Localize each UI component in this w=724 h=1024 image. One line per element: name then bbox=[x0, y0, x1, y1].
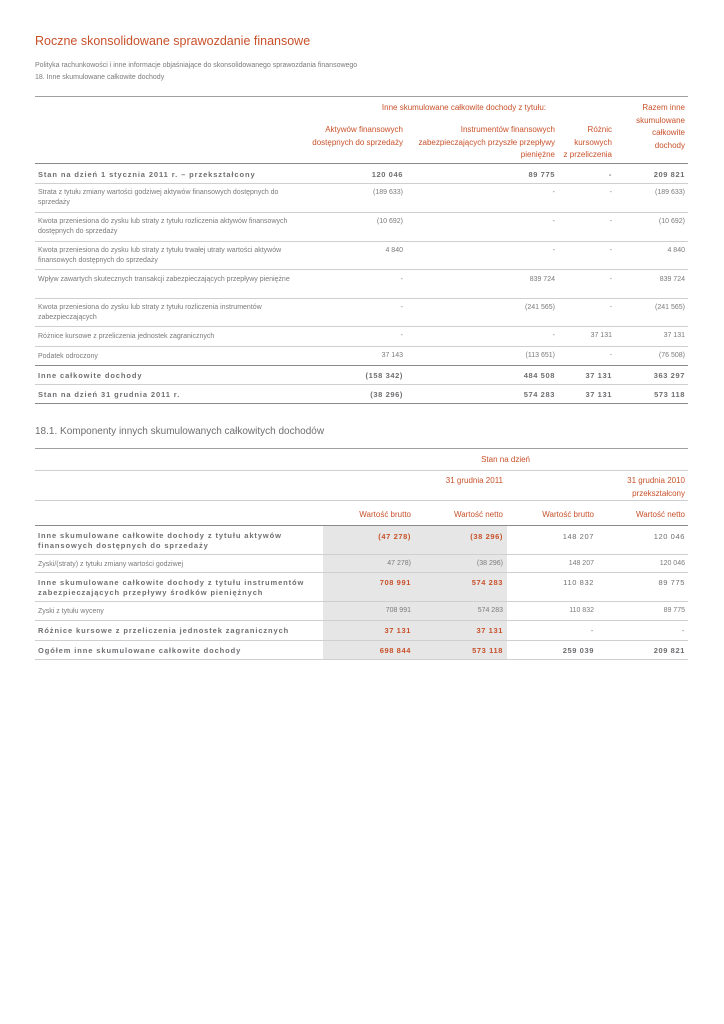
cell-gross-2010: - bbox=[590, 626, 594, 635]
cell-gross-2011: 708 991 bbox=[379, 578, 411, 587]
cell-afs: 120 046 bbox=[371, 170, 403, 179]
cell-fx: 37 131 bbox=[585, 371, 612, 380]
table-row bbox=[35, 347, 688, 366]
table-top-rule bbox=[35, 96, 688, 97]
period-2010 bbox=[580, 475, 685, 500]
col-header-gross-2010: Wartość brutto bbox=[542, 510, 594, 519]
row-label: Inne skumulowane całkowite dochody z tytułu aktywów finansowych dostępnych do sprzedaży bbox=[38, 531, 282, 550]
cell-gross-2010: 259 039 bbox=[562, 646, 594, 655]
row-label: Kwota przeniesiona do zysku lub straty z tytułu trwałej utraty wartości aktywów finansowych dostępnych do sprzedaży bbox=[38, 247, 282, 264]
col-header-net-2011: Wartość netto bbox=[453, 510, 503, 519]
cell-gross-2011: 698 844 bbox=[379, 646, 411, 655]
cell-hedge: - bbox=[552, 247, 555, 254]
col-header-fx-line: kursowych bbox=[574, 137, 612, 147]
cell-afs: (38 296) bbox=[370, 390, 403, 399]
col-header-total-line: całkowite bbox=[652, 128, 685, 137]
period-2011: 31 grudnia 2011 bbox=[445, 476, 503, 485]
cell-net-2011: 37 131 bbox=[476, 626, 503, 635]
cell-net-2010: 120 046 bbox=[659, 560, 685, 567]
cell-net-2010: 89 775 bbox=[658, 578, 685, 587]
cell-gross-2010: 148 207 bbox=[568, 560, 594, 567]
header-rule bbox=[35, 470, 688, 471]
cell-gross-2010: 110 832 bbox=[563, 578, 594, 587]
table-row bbox=[35, 641, 688, 660]
col-header-afs bbox=[280, 124, 403, 149]
cell-afs: - bbox=[400, 276, 403, 283]
cell-afs: (158 342) bbox=[365, 371, 403, 380]
cell-afs: 37 143 bbox=[381, 352, 403, 359]
row-label: Stan na dzień 1 stycznia 2011 r. – przekształcony bbox=[38, 170, 256, 179]
cell-gross-2010: 110 832 bbox=[569, 607, 594, 614]
row-label: Różnice kursowe z przeliczenia jednostek zagranicznych bbox=[38, 626, 290, 635]
col-header-net-2010: Wartość netto bbox=[635, 510, 685, 519]
row-label: Podatek odroczony bbox=[38, 353, 98, 360]
cell-fx: - bbox=[609, 218, 612, 225]
cell-fx: - bbox=[609, 276, 612, 283]
cell-net-2011: (38 296) bbox=[476, 560, 503, 567]
cell-gross-2011: (47 278) bbox=[378, 532, 411, 541]
table-row bbox=[35, 270, 688, 299]
row-label: Inne skumulowane całkowite dochody z tytułu instrumentów zabezpieczających przepływy środków pieniężnych bbox=[38, 578, 305, 597]
table-row bbox=[35, 242, 688, 270]
row-label: Ogółem inne skumulowane całkowite dochody bbox=[38, 646, 242, 655]
cell-net-2010: 209 821 bbox=[653, 646, 685, 655]
cell-total: (10 692) bbox=[658, 218, 685, 225]
cell-hedge: 839 724 bbox=[529, 276, 555, 283]
cell-total: 363 297 bbox=[653, 371, 685, 380]
cell-fx: - bbox=[609, 189, 612, 196]
cell-hedge: 574 283 bbox=[523, 390, 555, 399]
table-row bbox=[35, 327, 688, 347]
section-title: 18.1. Komponenty innych skumulowanych całkowitych dochodów bbox=[35, 426, 325, 437]
col-header-afs-line: dostępnych do sprzedaży bbox=[312, 137, 403, 147]
cell-gross-2011: 47 278) bbox=[387, 560, 411, 567]
header-rule bbox=[35, 500, 688, 501]
cell-fx: 37 131 bbox=[585, 390, 612, 399]
cell-fx: - bbox=[609, 247, 612, 254]
cell-total: 37 131 bbox=[663, 332, 685, 339]
table-row bbox=[35, 366, 688, 385]
cell-fx: 37 131 bbox=[590, 332, 612, 339]
col-header-hedge-line: Instrumentów finansowych bbox=[460, 125, 555, 134]
row-label: Stan na dzień 31 grudnia 2011 r. bbox=[38, 390, 181, 399]
cell-net-2010: - bbox=[681, 626, 685, 635]
col-header-afs-line: Aktywów finansowych bbox=[325, 125, 403, 134]
group-header: Inne skumulowane całkowite dochody z tytułu: bbox=[381, 103, 546, 112]
cell-gross-2011: 708 991 bbox=[385, 607, 411, 614]
cell-total: 4 840 bbox=[667, 247, 685, 254]
col-header-total-line: skumulowane bbox=[636, 115, 685, 125]
cell-net-2010: 89 775 bbox=[663, 607, 685, 614]
table-row bbox=[35, 526, 688, 555]
cell-gross-2010: 148 207 bbox=[562, 532, 594, 541]
cell-net-2011: (38 296) bbox=[470, 532, 503, 541]
cell-fx: - bbox=[608, 170, 612, 179]
table-top-rule bbox=[35, 448, 688, 449]
row-label: Strata z tytułu zmiany wartości godziwej aktywów finansowych dostępnych do sprzedaży bbox=[38, 189, 279, 206]
cell-net-2010: 120 046 bbox=[653, 532, 685, 541]
cell-hedge: (241 565) bbox=[525, 304, 555, 311]
row-label: Kwota przeniesiona do zysku lub straty z tytułu rozliczenia instrumentów zabezpieczających bbox=[38, 304, 262, 321]
cell-afs: - bbox=[400, 332, 403, 339]
col-header-hedge bbox=[410, 124, 555, 162]
cell-afs: - bbox=[400, 304, 403, 311]
table-row bbox=[35, 164, 688, 184]
cell-fx: - bbox=[609, 352, 612, 359]
row-label: Inne całkowite dochody bbox=[38, 371, 143, 380]
table-row bbox=[35, 184, 688, 213]
row-label: Zyski/(straty) z tytułu zmiany wartości godziwej bbox=[38, 561, 184, 568]
breadcrumb-section: 18. Inne skumulowane całkowite dochody bbox=[35, 74, 165, 81]
cell-total: (76 508) bbox=[658, 352, 685, 359]
cell-afs: (10 692) bbox=[376, 218, 403, 225]
col-header-total bbox=[600, 102, 685, 152]
row-label: Różnice kursowe z przeliczenia jednostek zagranicznych bbox=[38, 333, 215, 340]
table-row bbox=[35, 621, 688, 641]
cell-net-2011: 574 283 bbox=[477, 607, 503, 614]
breadcrumb: Polityka rachunkowości i inne informacje objaśniające do skonsolidowanego sprawozdania finansowego bbox=[35, 62, 358, 69]
table-row bbox=[35, 299, 688, 327]
page-title: Roczne skonsolidowane sprawozdanie finansowe bbox=[35, 34, 311, 48]
cell-hedge: - bbox=[552, 332, 555, 339]
cell-net-2011: 573 118 bbox=[472, 646, 503, 655]
cell-hedge: 89 775 bbox=[528, 170, 555, 179]
col-header-total-line: dochody bbox=[654, 140, 685, 150]
col-header-hedge-line: zabezpieczających przyszłe przepływy bbox=[418, 137, 555, 147]
row-label: Wpływ zawartych skutecznych transakcji zabezpieczających przepływy pieniężne bbox=[38, 276, 290, 283]
cell-hedge: - bbox=[552, 218, 555, 225]
cell-afs: 4 840 bbox=[385, 247, 403, 254]
table-row bbox=[35, 213, 688, 242]
col-header-fx-line: Różnic bbox=[587, 125, 612, 134]
period-2010-line: 31 grudnia 2010 bbox=[627, 476, 685, 485]
cell-hedge: (113 651) bbox=[525, 352, 555, 359]
cell-fx: - bbox=[609, 304, 612, 311]
table-row bbox=[35, 385, 688, 404]
cell-total: 839 724 bbox=[659, 276, 685, 283]
cell-net-2011: 574 283 bbox=[471, 578, 503, 587]
table-row bbox=[35, 602, 688, 621]
cell-total: (189 633) bbox=[655, 189, 685, 196]
cell-hedge: 484 508 bbox=[523, 371, 555, 380]
col-header-gross-2011: Wartość brutto bbox=[359, 510, 411, 519]
table-row bbox=[35, 555, 688, 573]
col-header-total-line: Razem inne bbox=[642, 103, 685, 112]
cell-afs: (189 633) bbox=[373, 189, 403, 196]
table-row bbox=[35, 573, 688, 602]
row-label: Zyski z tytułu wyceny bbox=[38, 608, 104, 615]
period-2010-line: przekształcony bbox=[632, 488, 685, 498]
group-header: Stan na dzień bbox=[481, 455, 530, 464]
cell-hedge: - bbox=[552, 189, 555, 196]
row-label: Kwota przeniesiona do zysku lub straty z tytułu rozliczenia aktywów finansowych dostępnych do sprzedaży bbox=[38, 218, 288, 235]
cell-total: 209 821 bbox=[653, 170, 685, 179]
col-header-hedge-line: pieniężne bbox=[520, 150, 555, 159]
cell-total: (241 565) bbox=[655, 304, 685, 311]
col-header-fx-line: z przeliczenia bbox=[563, 150, 612, 159]
cell-total: 573 118 bbox=[654, 390, 685, 399]
col-header-fx bbox=[556, 124, 612, 162]
cell-gross-2011: 37 131 bbox=[384, 626, 411, 635]
